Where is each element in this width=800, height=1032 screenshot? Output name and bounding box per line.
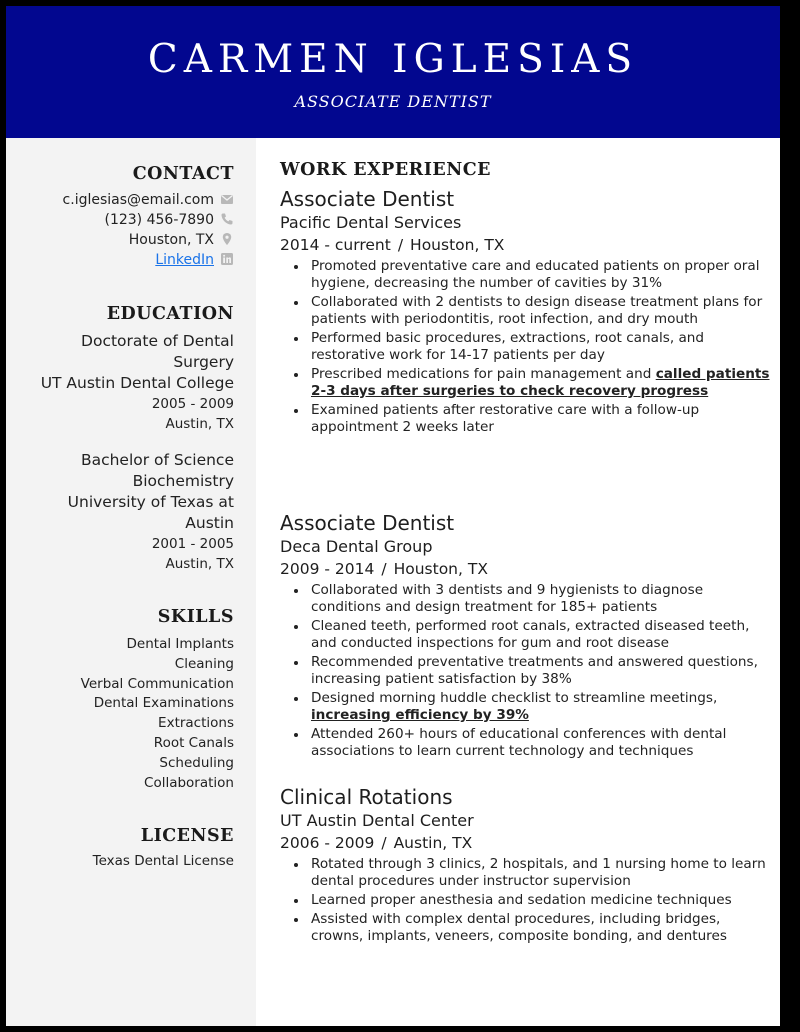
education-heading: EDUCATION (106, 304, 234, 324)
job-location: Austin, TX (393, 834, 473, 852)
job-company: Deca Dental Group (280, 537, 433, 556)
bullet-text: Designed morning huddle checklist to streamline meetings, (311, 690, 718, 706)
education-years: 2001 - 2005 (151, 536, 234, 552)
job-dates: 2006 - 2009 (280, 834, 375, 852)
location-line (19, 230, 234, 250)
bullet-item: Learned proper anesthesia and sedation medicine techniques (280, 892, 770, 909)
license-section (19, 824, 234, 872)
license-item: Texas Dental License (92, 853, 234, 869)
job-entry (280, 186, 770, 436)
phone-icon (220, 212, 234, 226)
phone-line (19, 210, 234, 230)
skill-item: Verbal Communication (80, 675, 234, 692)
map-pin-icon (220, 232, 234, 246)
linkedin-link[interactable]: LinkedIn (155, 252, 214, 268)
location-text: Houston, TX (128, 232, 214, 248)
skill-item: Dental Examinations (93, 695, 234, 712)
skill-item: Scheduling (159, 754, 234, 771)
bullet-item: Collaborated with 2 dentists to design disease treatment plans for patients with periodontitis, root infection, and dry mouth (280, 294, 770, 328)
job-title: Associate Dentist (280, 511, 455, 535)
work-experience-heading: WORK EXPERIENCE (280, 160, 491, 180)
job-title: Associate Dentist (280, 187, 455, 211)
education-school: University of Texas at Austin (67, 493, 234, 532)
job-entry (280, 784, 770, 945)
email-text[interactable]: c.iglesias@email.com (62, 192, 214, 208)
linkedin-icon (220, 252, 234, 266)
bullet-item: Assisted with complex dental procedures, including bridges, crowns, implants, veneers, composite bonding, and dentures (280, 911, 770, 945)
meta-separator: / (381, 560, 387, 578)
education-degree: Bachelor of Science Biochemistry (80, 451, 234, 490)
bullet-item: Recommended preventative treatments and answered questions, increasing patient satisfaction by 38% (280, 654, 770, 688)
job-location: Houston, TX (393, 560, 488, 578)
bullet-item: Performed basic procedures, extractions, root canals, and restorative work for 14-17 patients per day (280, 330, 770, 364)
education-entry (19, 450, 234, 574)
job-company: Pacific Dental Services (280, 213, 462, 232)
bullet-item (280, 366, 770, 400)
candidate-name: CARMEN IGLESIAS (147, 37, 639, 82)
bullet-highlight: increasing efficiency by 39% (311, 707, 529, 723)
education-section (19, 302, 234, 574)
bullet-item: Promoted preventative care and educated patients on proper oral hygiene, decreasing the number of cavities by 31% (280, 258, 770, 292)
contact-heading: CONTACT (132, 164, 234, 184)
bullet-item (280, 690, 770, 724)
bullet-item: Examined patients after restorative care with a follow-up appointment 2 weeks later (280, 402, 770, 436)
email-line[interactable] (19, 190, 234, 210)
license-heading: LICENSE (140, 826, 234, 846)
skill-item: Root Canals (153, 734, 234, 751)
job-entry (280, 510, 770, 760)
linkedin-line[interactable] (19, 250, 234, 270)
education-degree: Doctorate of Dental Surgery (81, 332, 234, 371)
bullet-item: Collaborated with 3 dentists and 9 hygienists to diagnose conditions and design treatment for 185+ patients (280, 582, 770, 616)
skill-item: Collaboration (144, 774, 234, 791)
job-dates: 2009 - 2014 (280, 560, 375, 578)
job-meta (280, 832, 770, 854)
contact-section (19, 162, 234, 270)
job-bullets (280, 258, 770, 436)
bullet-text: Prescribed medications for pain management and (311, 366, 656, 382)
skill-item: Extractions (158, 715, 234, 732)
candidate-title: ASSOCIATE DENTIST (294, 92, 492, 111)
job-title: Clinical Rotations (280, 785, 453, 809)
skills-section (19, 605, 234, 793)
resume-page (6, 6, 780, 1026)
header-banner (6, 6, 780, 138)
education-entry (19, 331, 234, 434)
job-bullets (280, 856, 770, 945)
job-dates: 2014 - current (280, 236, 391, 254)
education-years: 2005 - 2009 (151, 396, 234, 412)
bullet-highlight: called patients 2-3 days after surgeries to check recovery progress (311, 366, 770, 399)
phone-text: (123) 456-7890 (104, 212, 214, 228)
bullet-item: Rotated through 3 clinics, 2 hospitals, and 1 nursing home to learn dental procedures under instructor supervision (280, 856, 770, 890)
job-meta (280, 234, 770, 256)
job-meta (280, 558, 770, 580)
meta-separator: / (397, 236, 404, 254)
skill-item: Dental Implants (126, 636, 234, 652)
bullet-item: Cleaned teeth, performed root canals, extracted diseased teeth, and conducted inspections for gum and root disease (280, 618, 770, 652)
job-bullets (280, 582, 770, 760)
education-location: Austin, TX (165, 416, 234, 432)
skills-heading: SKILLS (157, 607, 234, 627)
job-location: Houston, TX (410, 236, 505, 254)
job-company: UT Austin Dental Center (280, 811, 474, 830)
skill-item: Cleaning (174, 655, 234, 672)
envelope-icon (220, 192, 234, 206)
education-location: Austin, TX (165, 556, 234, 572)
education-school: UT Austin Dental College (40, 374, 234, 392)
meta-separator: / (381, 834, 387, 852)
sidebar (6, 138, 256, 1026)
bullet-item: Attended 260+ hours of educational conferences with dental associations to learn current technology and techniques (280, 726, 770, 760)
